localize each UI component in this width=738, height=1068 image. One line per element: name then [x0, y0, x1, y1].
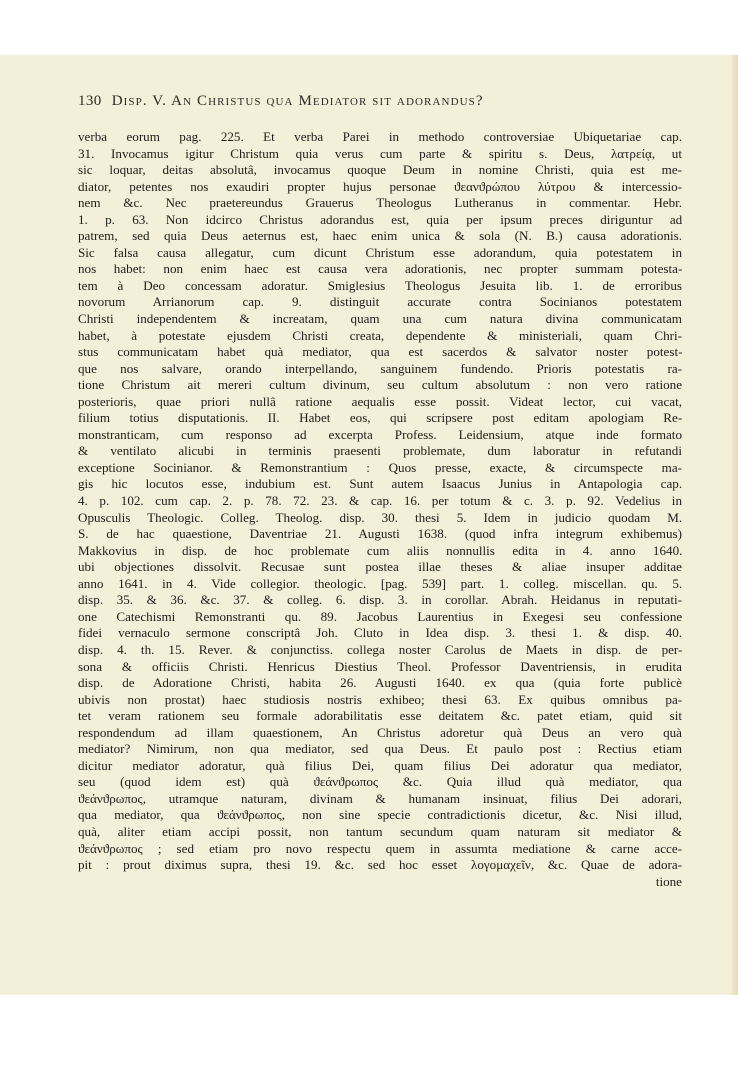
text-line: ubivis non prostat) haec studiosis nostris exhibeo; thesi 63. Ex quibus omnibus pa- [78, 691, 683, 707]
text-line: sona & officiis Christi. Henricus Diestius Theol. Professor Daventriensis, in erudita [78, 658, 682, 674]
text-line: Christi independentem & increatam, quam una cum natura divina communicatam [78, 311, 682, 327]
text-line: novorum Arrianorum cap. 9. distinguit accurate contra Socinianos potestatem [78, 294, 682, 310]
text-line: disp. de Adoratione Christi, habita 26. Augusti 1640. ex qua (quia forte publicè [78, 675, 682, 691]
text-line: ϑεάνϑρωπος ; sed etiam pro novo respectu quem in assumta mediatione & carne acce- [78, 840, 682, 856]
text-line: quà, aliter etiam accipi possit, non tantum secundum quam naturam sit mediator & [78, 823, 682, 839]
text-line: ϑεάνϑρωπος, utramque naturam, divinam & humanam insinuat, filius Dei adorari, [78, 790, 682, 806]
text-line: diator, petentes nos exaudiri propter hujus personae ϑεανϑρώπου λύτρου & intercessio- [78, 178, 682, 194]
body-text [78, 129, 682, 890]
text-line: disp. 4. th. 15. Rever. & conjunctiss. collega noster Carolus de Maets in disp. de per- [78, 641, 683, 657]
text-line: patrem, sed quia Deus aeternus est, haec enim unica & sola (N. B.) causa adorationis. [78, 228, 682, 244]
text-line: nem &c. Nec praetereundus Grauerus Theologus Lutheranus in commentar. Hebr. [78, 195, 683, 211]
text-line: monstranticam, cum responso ad excerpta Profess. Leidensium, atque inde formato [78, 426, 682, 442]
text-line: one Catechismi Remonstranti qu. 89. Jacobus Laurentius in Exegesi seu confessione [78, 608, 683, 624]
book-page [0, 55, 738, 995]
text-line: Makkovius in disp. de hoc problemate cum aliis nonnullis edita in 4. anno 1640. [78, 542, 683, 558]
text-line: dicitur mediator adoratur, quà filius Dei, quam filius Dei adoratur qua mediator, [78, 757, 682, 773]
running-title: Disp. V. An Christus qua Mediator sit adorandus? [111, 93, 484, 109]
text-line: Opusculis Theologic. Colleg. Theolog. disp. 30. thesi 5. Idem in judicio quodam M. [78, 509, 683, 525]
text-line: gis hic locutos esse, indubium est. Sunt autem Isaacus Junius in Antapologia cap. [78, 476, 683, 492]
text-line: 31. Invocamus igitur Christum quia verus cum parte & spiritu s. Deus, λατρείᾳ, ut [78, 145, 682, 161]
text-line: filium totius disputationis. II. Habet eos, qui scripsere post editam apologiam Re- [78, 410, 683, 426]
text-line: stus communicatam habet quà mediator, qua est sacerdos & salvator noster potest- [78, 344, 683, 360]
text-line: seu (quod idem est) quà ϑεάνϑρωπος &c. Quia illud quà mediator, qua [78, 774, 682, 790]
text-line: sic loquar, deitas absolutâ, invocamus quoque Deum in nomine Christi, quia est me- [78, 162, 682, 178]
text-line: mediator? Nimirum, non qua mediator, sed qua Deus. Et paulo post : Rectius etiam [78, 741, 683, 757]
text-line: qua mediator, qua ϑεάνϑρωπος, non sine specie contradictionis dicetur, &c. Nisi illud, [78, 807, 682, 823]
text-line: exceptione Socinianor. & Remonstrantium : Quos presse, exacte, & circumspecte ma- [78, 459, 682, 475]
text-line: & ventilato alicubi in terminis praesenti problemate, dum laboratur in refutandi [78, 443, 682, 459]
text-line: S. de hac quaestione, Daventriae 21. Augusti 1638. (quod infra integrum exhibemus) [78, 526, 682, 542]
text-line: que nos salvare, orando interpellando, sanguinem fundendo. Prioris potestatis ra- [78, 360, 682, 376]
text-line: tem à Deo concessam adoratur. Smiglesius Theologus Jesuita lib. 1. de erroribus [78, 277, 682, 293]
text-line: verba eorum pag. 225. Et verba Parei in methodo controversiae Ubiquetariae cap. [78, 129, 682, 144]
text-line: tet veram rationem seu formale adorabilitatis esse deitatem &c. patet etiam, quid sit [78, 708, 682, 724]
text-line: posterioris, quae priori nullâ ratione aequalis esse possit. Videat lector, cui vacat, [78, 393, 682, 409]
text-line: ubi objectiones dissolvit. Recusae sunt postea illae theses & aliae insuper additae [78, 559, 682, 575]
running-header [78, 93, 682, 110]
catchword: tione [655, 873, 682, 889]
text-line: anno 1641. in 4. Vide collegior. theologic. [pag. 539] part. 1. colleg. miscellan. qu. 5. [78, 575, 683, 591]
page-number: 130 [78, 93, 102, 109]
text-line: Sic falsa causa allegatur, cum dicunt Christum esse adorandum, quia potestatem in [78, 244, 682, 260]
page-edge-shadow [732, 55, 738, 995]
text-line: 1. p. 63. Non idcirco Christus adorandus est, quia per ipsum preces diriguntur ad [78, 211, 683, 227]
text-line: habet, à potestate ejusdem Christi creata, dependente & ministeriali, quam Chri- [78, 327, 682, 343]
text-line: respondendum ad illam quaestionem, An Christus adoretur quà Deus an vero quà [78, 724, 682, 740]
text-line: fidei vernaculo sermone conscriptâ Joh. Cluto in Idea disp. 3. thesi 1. & disp. 40. [78, 625, 683, 641]
text-line: disp. 35. & 36. &c. 37. & colleg. 6. disp. 3. in corollar. Abrah. Heidanus in reputati- [78, 592, 682, 608]
text-line: pit : prout diximus supra, thesi 19. &c. sed hoc esset λογομαχεῖν, &c. Quae de adora- [78, 857, 683, 873]
text-line: 4. p. 102. cum cap. 2. p. 78. 72. 23. & cap. 16. per totum & c. 3. p. 92. Vedelius in [78, 493, 682, 509]
text-line: tione Christum ait mereri cultum divinum, seu cultum absolutum : non vero ratione [78, 377, 683, 393]
text-line: nos habet: non enim haec est causa vera adorationis, nec propter summam potesta- [78, 261, 683, 277]
